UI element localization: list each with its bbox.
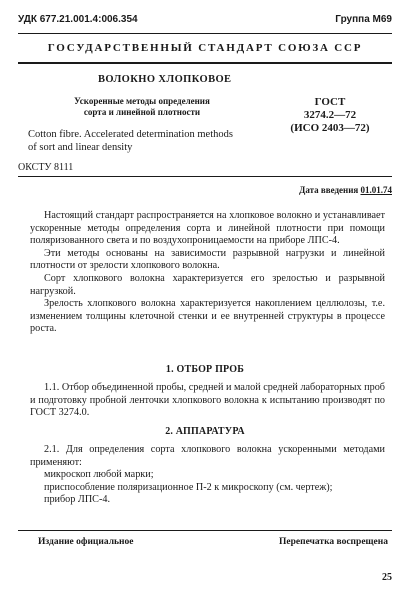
section-2-title: 2. АППАРАТУРА — [165, 426, 245, 437]
section-1-title: 1. ОТБОР ПРОБ — [165, 364, 245, 375]
top-rule — [18, 33, 392, 34]
intro-date-label: Дата введения — [299, 185, 359, 195]
paragraph-maturity: Зрелость хлопкового волокна характеризуется накоплением целлюлозы, т.е. изменением толщины клеточной стенки и ее внутренней структуры в процессе роста. — [30, 298, 385, 335]
equipment-item-polarizer: приспособление поляризационное П-2 к микроскопу (см. чертеж); — [44, 481, 333, 493]
subtitle-en — [28, 128, 233, 154]
gost-block — [268, 96, 392, 135]
group-code: Группа М69 — [335, 14, 392, 25]
reprint-notice: Перепечатка воспрещена — [278, 537, 388, 547]
edition-official: Издание официальное — [38, 537, 134, 547]
okstu-code: ОКСТУ 8111 — [18, 162, 74, 173]
iso-number: (ИСО 2403—72) — [290, 122, 370, 134]
subtitle-line-1: Ускоренные методы определения — [74, 96, 210, 106]
section-2-text — [30, 444, 385, 507]
gost-number: 3274.2—72 — [303, 109, 357, 121]
section-2-paragraph: 2.1. Для определения сорта хлопкового волокна ускоренными методами применяют: — [30, 444, 385, 468]
english-line-1: Cotton fibre. Accelerated determination methods — [28, 129, 233, 140]
equipment-item-lps4: прибор ЛПС-4. — [44, 494, 111, 506]
intro-text — [30, 210, 385, 336]
paragraph-sort: Сорт хлопкового волокна характеризуется его зрелостью и разрывной нагрузкой. — [30, 272, 385, 297]
document-title: ВОЛОКНО ХЛОПКОВОЕ — [98, 74, 232, 85]
paragraph-basis: Эти методы основаны на зависимости разрывной нагрузки и линейной плотности от зрелости хлопкового волокна. — [30, 247, 385, 272]
subtitle-line-2: сорта и линейной плотности — [83, 107, 201, 117]
subtitle-ru — [18, 96, 266, 118]
standard-title: ГОСУДАРСТВЕННЫЙ СТАНДАРТ СОЮЗА ССР — [47, 42, 363, 54]
okstu-rule — [18, 176, 392, 177]
footer-rule — [18, 530, 392, 531]
equipment-item-microscope: микроскоп любой марки; — [44, 469, 154, 481]
page-number: 25 — [382, 572, 392, 583]
section-1-paragraph: 1.1. Отбор объединенной пробы, средней и малой средней лабораторных проб и подготовку пробной ленточки хлопкового волокна к испытанию производят по ГОСТ 3274.0. — [30, 382, 385, 419]
english-line-2: of sort and linear density — [28, 142, 133, 153]
udk-code: УДК 677.21.001.4:006.354 — [18, 14, 138, 25]
gost-label: ГОСТ — [314, 96, 346, 108]
title-rule — [18, 62, 392, 64]
paragraph-scope: Настоящий стандарт распространяется на хлопковое волокно и устанавливает ускоренные методы определения сорта и линейной плотности при помощи поляризованного света и по воздухопроницаемости на приборе ЛПС-4. — [30, 210, 385, 247]
intro-date — [299, 185, 392, 195]
section-1-text — [30, 382, 385, 420]
intro-date-value: 01.01.74 — [360, 185, 392, 195]
